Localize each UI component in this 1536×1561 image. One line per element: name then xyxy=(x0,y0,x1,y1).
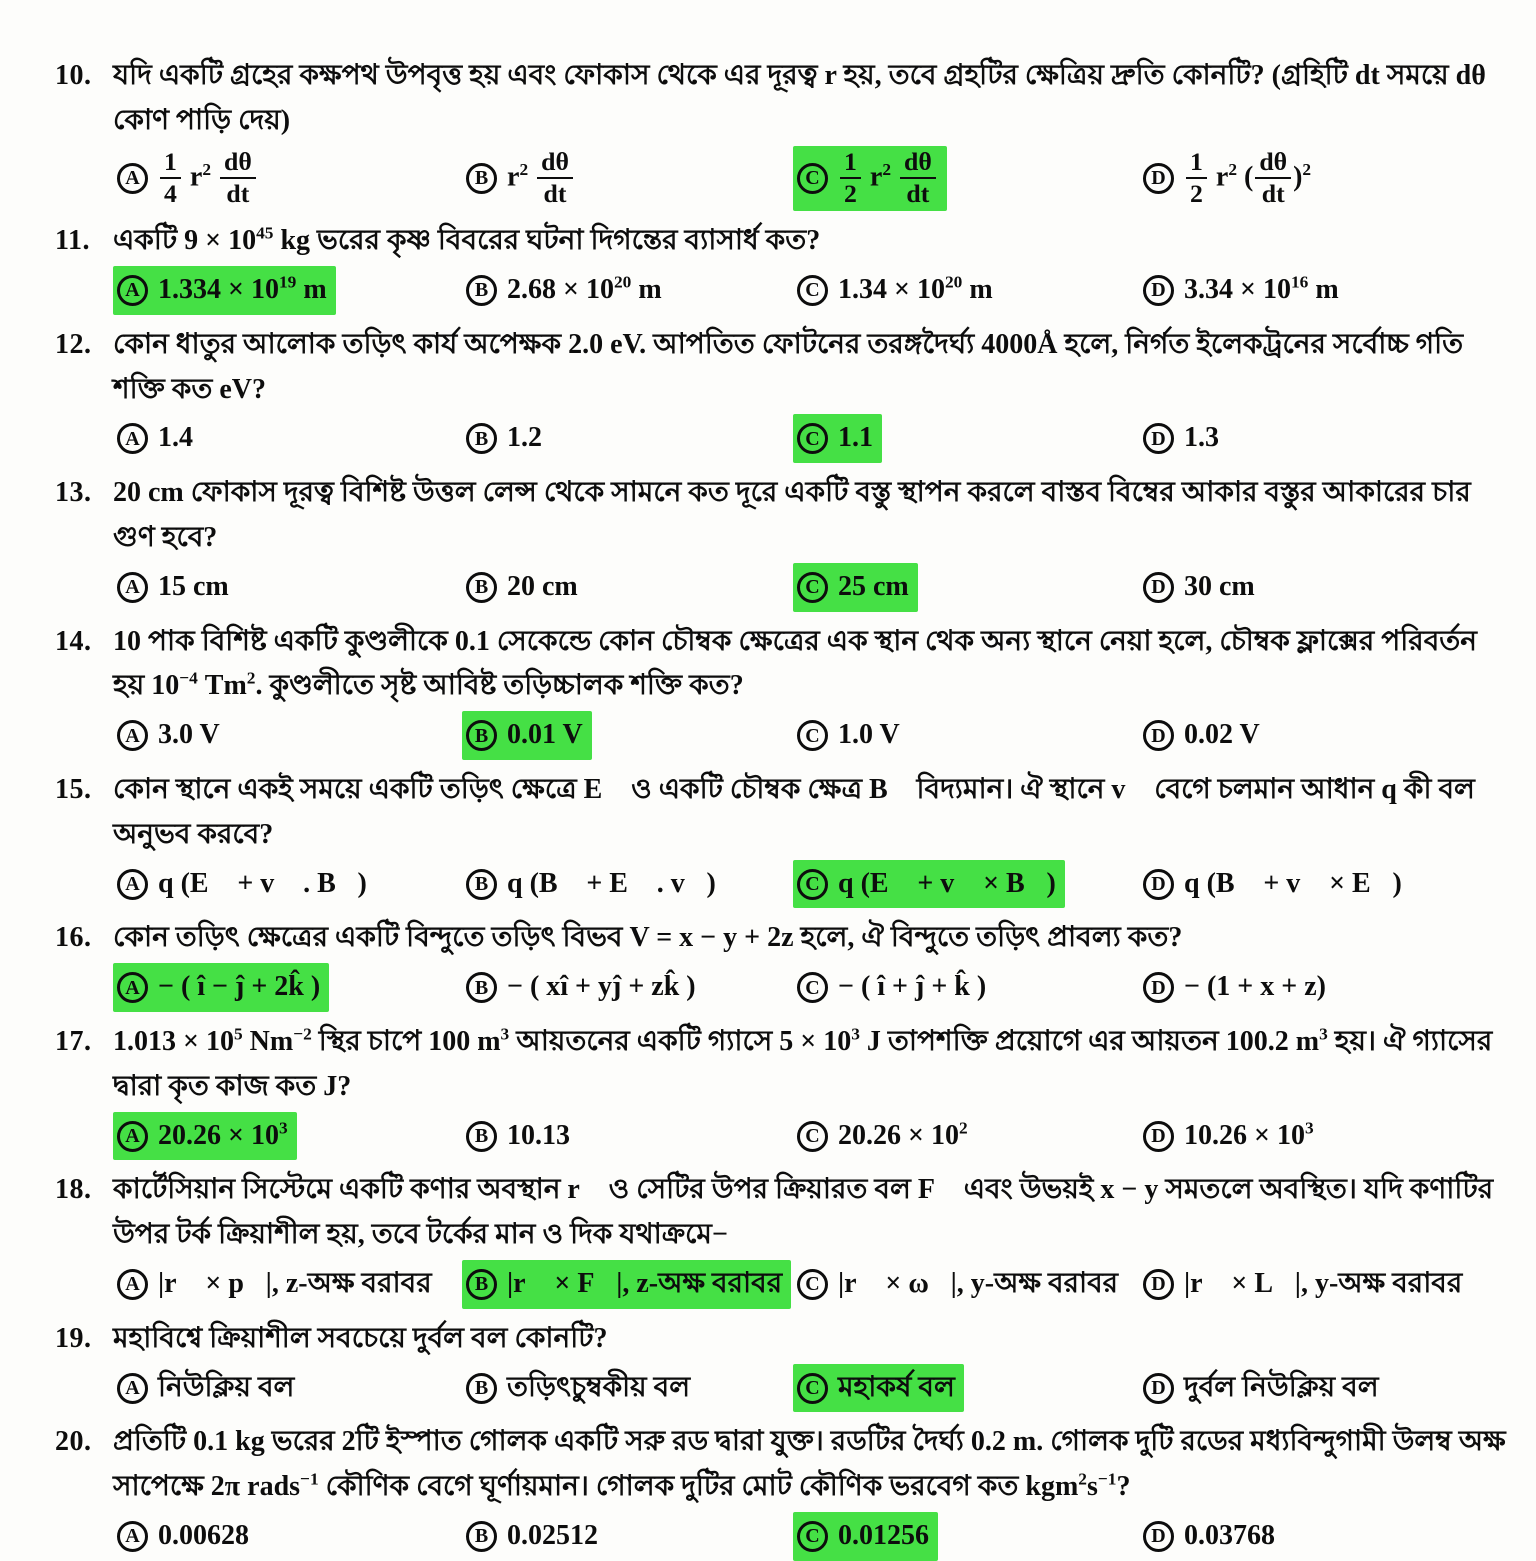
option-text: 15 cm xyxy=(158,570,229,602)
option-text: q (E⃗ + v⃗ × B⃗) xyxy=(838,867,1056,899)
option-letter-a-circle-icon: A xyxy=(117,1121,148,1152)
question-11 xyxy=(55,219,1514,315)
option-text: 0.03768 xyxy=(1184,1520,1275,1551)
question-10 xyxy=(55,54,1514,211)
option-cell xyxy=(1139,1112,1514,1161)
option-text: 25 cm xyxy=(838,570,909,602)
option-letter-b-circle-icon: B xyxy=(466,275,497,306)
option-cell xyxy=(793,1364,1139,1413)
question-text: প্রতিটি 0.1 kg ভরের 2টি ইস্পাত গোলক একটি সরু রড দ্বারা যুক্ত। রডটির দৈর্ঘ্য 0.2 m. গোলক দুটি রডের মধ্যবিন্দুগামী উলম্ব অক্ষ সাপেক্ষে 2π rads$^{-1}$ কৌণিক বেগে ঘূর্ণায়মান। গোলক দুটির মোট কৌণিক ভরবেগ কত $kgm^2s^{-1}$? xyxy=(113,1426,1506,1503)
question-text: 10 পাক বিশিষ্ট একটি কুণ্ডলীকে 0.1 সেকেন্ডে কোন চৌম্বক ক্ষেত্রের এক স্থান থেক অন্য স্থানে নেয়া হলে, চৌম্বক ফ্লাক্সের পরিবর্তন হয় $10^{-4}$ Tm$^2$. কুণ্ডলীতে সৃষ্ট আবিষ্ট তড়িচ্চালক শক্তি কত? xyxy=(113,625,1477,702)
question-17 xyxy=(55,1020,1514,1160)
option-text: $20.26 \times 10^3$ xyxy=(158,1118,288,1151)
option-text: 3.0 V xyxy=(158,719,220,751)
option-text: q (B⃗ + E⃗ . v⃗) xyxy=(507,867,716,899)
options-row xyxy=(113,1364,1514,1413)
question-20 xyxy=(55,1420,1514,1560)
option-letter-a-circle-icon: A xyxy=(117,163,148,194)
option-cell xyxy=(793,414,1139,463)
option-text: $1.34 \times 10^{20}$ m xyxy=(838,272,993,306)
question-number: 13. xyxy=(55,477,92,509)
option-13-C-correct-highlight[interactable] xyxy=(793,563,918,612)
option-17-D[interactable] xyxy=(1139,1112,1323,1161)
option-cell xyxy=(793,146,1139,212)
option-text: 1.2 xyxy=(507,422,542,454)
question-text: কার্টেসিয়ান সিস্টেমে একটি কণার অবস্থান r⃗ ও সেটির উপর ক্রিয়ারত বল F⃗ এবং উভয়ই x − y সমতলে অবস্থিত। যদি কণাটির উপর টর্ক ক্রিয়াশীল হয়, তবে টর্কের মান ও দিক যথাক্রমে− xyxy=(113,1174,1494,1251)
option-letter-b-circle-icon: B xyxy=(466,572,497,603)
option-11-C[interactable] xyxy=(793,266,1002,315)
question-number: 20. xyxy=(55,1426,92,1458)
option-text: মহাকর্ষ বল xyxy=(838,1371,955,1403)
option-text: $20.26 \times 10^2$ xyxy=(838,1118,968,1151)
option-text: |r⃗ × L⃗|, y-অক্ষ বরাবর xyxy=(1184,1268,1463,1300)
question-number: 11. xyxy=(55,225,90,257)
option-cell xyxy=(113,414,462,463)
option-12-C-correct-highlight[interactable] xyxy=(793,414,882,463)
option-16-C[interactable] xyxy=(793,963,995,1012)
option-text: $10.26 \times 10^3$ xyxy=(1184,1118,1314,1151)
option-cell xyxy=(462,963,793,1012)
question-number: 18. xyxy=(55,1174,92,1206)
option-letter-c-circle-icon: C xyxy=(797,1121,828,1152)
option-cell xyxy=(113,1512,462,1561)
option-cell xyxy=(462,1512,793,1561)
option-text: − ( î − ĵ + 2k̂ ) xyxy=(158,971,321,1003)
option-letter-d-circle-icon: D xyxy=(1143,275,1174,306)
question-row xyxy=(55,1020,1514,1110)
question-row xyxy=(55,1317,1514,1362)
option-letter-d-circle-icon: D xyxy=(1143,1121,1174,1152)
option-text: q (E⃗ + v⃗ . B⃗) xyxy=(158,867,367,899)
option-text: |r⃗ × p⃗|, z-অক্ষ বরাবর xyxy=(158,1268,432,1300)
option-letter-b-circle-icon: B xyxy=(466,163,497,194)
option-cell xyxy=(462,563,793,612)
option-cell xyxy=(113,266,462,315)
question-13 xyxy=(55,471,1514,611)
question-row xyxy=(55,916,1514,961)
question-row xyxy=(55,54,1514,144)
option-cell xyxy=(1139,1260,1514,1309)
option-19-A[interactable] xyxy=(113,1364,303,1413)
option-16-B[interactable] xyxy=(462,963,705,1012)
option-text: 0.02512 xyxy=(507,1520,598,1551)
option-letter-c-circle-icon: C xyxy=(797,572,828,603)
option-letter-a-circle-icon: A xyxy=(117,275,148,306)
option-15-B[interactable] xyxy=(462,860,725,909)
option-cell xyxy=(462,711,793,760)
option-10-D[interactable] xyxy=(1139,146,1320,212)
options-row xyxy=(113,146,1514,212)
option-text: $\frac{1}{2}$ $r^2$ $\frac{d\theta}{dt}$ xyxy=(838,148,938,210)
options-row xyxy=(113,1512,1514,1561)
options-row xyxy=(113,563,1514,612)
option-letter-a-circle-icon: A xyxy=(117,972,148,1003)
option-cell xyxy=(1139,963,1514,1012)
option-letter-a-circle-icon: A xyxy=(117,1269,148,1300)
option-cell xyxy=(793,963,1139,1012)
option-cell xyxy=(462,266,793,315)
question-list xyxy=(55,54,1514,1561)
option-cell xyxy=(1139,1512,1514,1561)
question-16 xyxy=(55,916,1514,1012)
option-letter-d-circle-icon: D xyxy=(1143,869,1174,900)
fraction: $\frac{1}{2}$ xyxy=(1186,148,1207,210)
option-cell xyxy=(793,1112,1139,1161)
option-letter-b-circle-icon: B xyxy=(466,720,497,751)
question-18 xyxy=(55,1168,1514,1308)
option-text: 0.00628 xyxy=(158,1520,249,1551)
option-text: $r^2$ $\frac{d\theta}{dt}$ xyxy=(507,148,575,210)
option-12-A[interactable] xyxy=(113,414,202,463)
option-letter-d-circle-icon: D xyxy=(1143,972,1174,1003)
option-20-D[interactable] xyxy=(1139,1512,1284,1561)
option-text: |r⃗ × ω⃗|, y-অক্ষ বরাবর xyxy=(838,1268,1119,1300)
option-cell xyxy=(1139,563,1514,612)
option-letter-a-circle-icon: A xyxy=(117,423,148,454)
option-cell xyxy=(1139,414,1514,463)
fraction: $\frac{d\theta}{dt}$ xyxy=(1255,148,1291,210)
option-letter-d-circle-icon: D xyxy=(1143,1269,1174,1300)
options-row xyxy=(113,414,1514,463)
fraction: $\frac{1}{2}$ xyxy=(840,148,861,210)
option-14-C[interactable] xyxy=(793,711,909,760)
option-letter-d-circle-icon: D xyxy=(1143,163,1174,194)
option-14-D[interactable] xyxy=(1139,711,1269,760)
options-row xyxy=(113,711,1514,760)
question-row xyxy=(55,768,1514,858)
option-cell xyxy=(462,1260,793,1309)
option-text: 10.13 xyxy=(507,1119,570,1151)
option-text: দুর্বল নিউক্লিয় বল xyxy=(1184,1371,1379,1403)
option-cell xyxy=(1139,711,1514,760)
option-11-A-correct-highlight[interactable] xyxy=(113,266,336,315)
option-cell xyxy=(113,1112,462,1161)
question-number: 17. xyxy=(55,1026,92,1058)
option-cell xyxy=(113,146,462,212)
question-12 xyxy=(55,323,1514,463)
question-14 xyxy=(55,620,1514,760)
option-cell xyxy=(462,146,793,212)
option-letter-c-circle-icon: C xyxy=(797,869,828,900)
option-letter-c-circle-icon: C xyxy=(797,163,828,194)
option-19-D[interactable] xyxy=(1139,1364,1388,1413)
option-text: |r⃗ × F⃗|, z-অক্ষ বরাবর xyxy=(507,1268,783,1300)
option-text: − ( xî + yĵ + zk̂ ) xyxy=(507,971,696,1003)
option-17-C[interactable] xyxy=(793,1112,977,1161)
option-letter-a-circle-icon: A xyxy=(117,720,148,751)
option-cell xyxy=(793,1260,1139,1309)
question-text: কোন ধাতুর আলোক তড়িৎ কার্য অপেক্ষক 2.0 eV. আপতিত ফোটনের তরঙ্গদৈর্ঘ্য 4000Å হলে, নির্গত ইলেকট্রনের সর্বোচ্চ গতি শক্তি কত eV? xyxy=(113,328,1464,405)
question-number: 10. xyxy=(55,60,92,91)
option-10-A[interactable] xyxy=(113,146,267,212)
question-text: মহাবিশ্বে ক্রিয়াশীল সবচেয়ে দুর্বল বল কোনটি? xyxy=(113,1322,608,1354)
option-19-C-correct-highlight[interactable] xyxy=(793,1364,964,1413)
question-text: $1.013 \times 10^5$ $Nm^{-2}$ স্থির চাপে 100 $m^3$ আয়তনের একটি গ্যাসে $5 \times 10^3$ J তাপশক্তি প্রয়োগে এর আয়তন 100.2 $m^3$ হয়। ঐ গ্যাসের দ্বারা কৃত কাজ কত J? xyxy=(113,1024,1493,1102)
options-row xyxy=(113,266,1514,315)
option-text: $3.34 \times 10^{16}$ m xyxy=(1184,272,1339,306)
option-text: নিউক্লিয় বল xyxy=(158,1371,295,1403)
option-text: 0.02 V xyxy=(1184,719,1260,751)
question-row xyxy=(55,219,1514,264)
option-cell xyxy=(113,1260,462,1309)
option-16-A-correct-highlight[interactable] xyxy=(113,963,329,1012)
option-letter-a-circle-icon: A xyxy=(117,1521,148,1552)
option-16-D[interactable] xyxy=(1139,963,1335,1012)
option-15-A[interactable] xyxy=(113,860,376,909)
option-letter-d-circle-icon: D xyxy=(1143,720,1174,751)
option-letter-a-circle-icon: A xyxy=(117,1373,148,1404)
option-letter-c-circle-icon: C xyxy=(797,1521,828,1552)
option-11-D[interactable] xyxy=(1139,266,1348,315)
option-letter-d-circle-icon: D xyxy=(1143,423,1174,454)
options-row xyxy=(113,1260,1514,1309)
question-text: কোন তড়িৎ ক্ষেত্রের একটি বিন্দুতে তড়িৎ বিভব V = x − y + 2z হলে, ঐ বিন্দুতে তড়িৎ প্রাবল্য কত? xyxy=(113,922,1183,954)
option-letter-d-circle-icon: D xyxy=(1143,1373,1174,1404)
option-13-B[interactable] xyxy=(462,563,587,612)
option-18-A[interactable] xyxy=(113,1260,441,1309)
option-cell xyxy=(113,711,462,760)
option-12-D[interactable] xyxy=(1139,414,1228,463)
option-letter-c-circle-icon: C xyxy=(797,275,828,306)
option-text: $\frac{1}{4}$ $r^2$ $\frac{d\theta}{dt}$ xyxy=(158,148,258,210)
question-row xyxy=(55,1168,1514,1258)
option-letter-a-circle-icon: A xyxy=(117,869,148,900)
option-cell xyxy=(793,1512,1139,1561)
option-letter-b-circle-icon: B xyxy=(466,1121,497,1152)
option-letter-c-circle-icon: C xyxy=(797,1373,828,1404)
option-13-A[interactable] xyxy=(113,563,238,612)
option-letter-a-circle-icon: A xyxy=(117,572,148,603)
option-cell xyxy=(462,1112,793,1161)
option-letter-c-circle-icon: C xyxy=(797,1269,828,1300)
question-row xyxy=(55,1420,1514,1510)
question-text: যদি একটি গ্রহের কক্ষপথ উপবৃত্ত হয় এবং ফোকাস থেকে এর দূরত্ব r হয়, তবে গ্রহটির ক্ষেত্রিয় দ্রুতি কোনটি? (গ্রহিটি dt সময়ে dθ কোণ পাড়ি দেয়) xyxy=(113,60,1486,136)
option-cell xyxy=(793,860,1139,909)
option-13-D[interactable] xyxy=(1139,563,1264,612)
option-10-B[interactable] xyxy=(462,146,584,212)
option-letter-b-circle-icon: B xyxy=(466,1521,497,1552)
question-15 xyxy=(55,768,1514,908)
option-cell xyxy=(1139,1364,1514,1413)
option-14-B-correct-highlight[interactable] xyxy=(462,711,592,760)
option-18-B-correct-highlight[interactable] xyxy=(462,1260,791,1309)
options-row xyxy=(113,860,1514,909)
option-cell xyxy=(1139,266,1514,315)
option-cell xyxy=(793,563,1139,612)
options-row xyxy=(113,1112,1514,1161)
question-number: 14. xyxy=(55,625,92,657)
option-15-D[interactable] xyxy=(1139,860,1411,909)
option-18-D[interactable] xyxy=(1139,1260,1471,1309)
option-cell xyxy=(462,414,793,463)
option-text: 1.3 xyxy=(1184,422,1219,454)
option-15-C-correct-highlight[interactable] xyxy=(793,860,1065,909)
option-letter-c-circle-icon: C xyxy=(797,972,828,1003)
option-letter-b-circle-icon: B xyxy=(466,423,497,454)
option-text: 0.01256 xyxy=(838,1520,929,1551)
fraction: $\frac{d\theta}{dt}$ xyxy=(537,148,573,210)
fraction: $\frac{d\theta}{dt}$ xyxy=(900,148,936,210)
question-number: 16. xyxy=(55,922,92,954)
question-text: 20 cm ফোকাস দূরত্ব বিশিষ্ট উত্তল লেন্স থেকে সামনে কত দূরে একটি বস্তু স্থাপন করলে বাস্তব বিম্বের আকার বস্তুর আকারের চার গুণ হবে? xyxy=(113,477,1471,554)
question-row xyxy=(55,323,1514,413)
question-text: কোন স্থানে একই সময়ে একটি তড়িৎ ক্ষেত্রে E⃗ ও একটি চৌম্বক ক্ষেত্র B⃗ বিদ্যমান। ঐ স্থানে v⃗ বেগে চলমান আধান q কী বল অনুভব করবে? xyxy=(113,774,1475,850)
option-12-B[interactable] xyxy=(462,414,551,463)
option-text: তড়িৎচুম্বকীয় বল xyxy=(507,1371,691,1403)
option-letter-c-circle-icon: C xyxy=(797,423,828,454)
option-11-B[interactable] xyxy=(462,266,671,315)
option-14-A[interactable] xyxy=(113,711,229,760)
option-20-B[interactable] xyxy=(462,1512,607,1561)
option-cell xyxy=(462,1364,793,1413)
option-text: q (B⃗ + v⃗ × E⃗) xyxy=(1184,867,1402,899)
option-cell xyxy=(462,860,793,909)
option-letter-d-circle-icon: D xyxy=(1143,572,1174,603)
option-text: − ( î + ĵ + k̂ ) xyxy=(838,971,987,1003)
option-letter-b-circle-icon: B xyxy=(466,869,497,900)
option-cell xyxy=(1139,860,1514,909)
option-cell xyxy=(1139,146,1514,212)
option-text: $2.68 \times 10^{20}$ m xyxy=(507,272,662,306)
question-row xyxy=(55,620,1514,710)
option-20-A[interactable] xyxy=(113,1512,258,1561)
question-number: 12. xyxy=(55,328,92,360)
question-text: একটি $9 \times 10^{45}$ kg ভরের কৃষ্ণ বিবরের ঘটনা দিগন্তের ব্যাসার্ধ কত? xyxy=(113,223,821,257)
question-number: 19. xyxy=(55,1322,92,1354)
option-17-A-correct-highlight[interactable] xyxy=(113,1112,297,1161)
option-text: 30 cm xyxy=(1184,570,1255,602)
option-cell xyxy=(113,963,462,1012)
option-letter-b-circle-icon: B xyxy=(466,972,497,1003)
option-text: 20 cm xyxy=(507,570,578,602)
option-10-C-correct-highlight[interactable] xyxy=(793,146,947,212)
option-18-C[interactable] xyxy=(793,1260,1127,1309)
option-text: $1.334 \times 10^{19}$ m xyxy=(158,272,327,306)
option-19-B[interactable] xyxy=(462,1364,699,1413)
option-text: 1.1 xyxy=(838,422,873,454)
option-letter-b-circle-icon: B xyxy=(466,1269,497,1300)
option-letter-c-circle-icon: C xyxy=(797,720,828,751)
option-cell xyxy=(793,266,1139,315)
option-text: − (1 + x + z) xyxy=(1184,971,1326,1003)
question-row xyxy=(55,471,1514,561)
fraction: $\frac{1}{4}$ xyxy=(160,148,181,210)
question-19 xyxy=(55,1317,1514,1413)
options-row xyxy=(113,963,1514,1012)
option-17-B[interactable] xyxy=(462,1112,579,1161)
option-letter-d-circle-icon: D xyxy=(1143,1521,1174,1552)
option-text: 1.0 V xyxy=(838,719,900,751)
option-cell xyxy=(113,1364,462,1413)
option-20-C-correct-highlight[interactable] xyxy=(793,1512,938,1561)
option-text: 0.01 V xyxy=(507,719,583,751)
option-text: $\frac{1}{2}$ $r^2$ ( $\frac{d\theta}{dt}$ )$^2$ xyxy=(1184,148,1311,210)
option-letter-b-circle-icon: B xyxy=(466,1373,497,1404)
option-cell xyxy=(113,563,462,612)
option-text: 1.4 xyxy=(158,422,193,454)
option-cell xyxy=(793,711,1139,760)
option-cell xyxy=(113,860,462,909)
question-number: 15. xyxy=(55,774,92,806)
fraction: $\frac{d\theta}{dt}$ xyxy=(220,148,256,210)
